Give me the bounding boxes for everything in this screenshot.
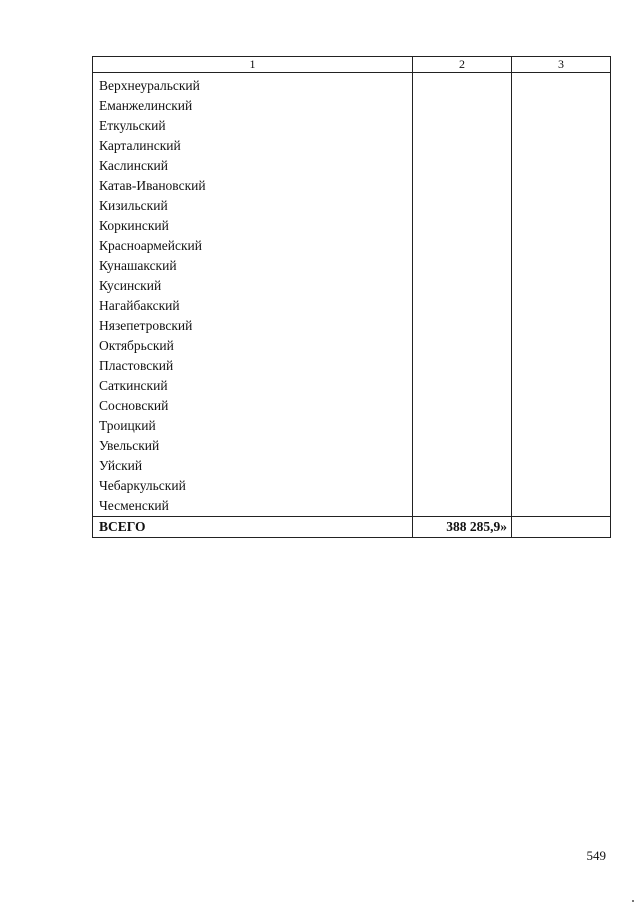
- table-row: [93, 236, 611, 256]
- district-name: Карталинский: [93, 136, 413, 156]
- district-col3-cell: [512, 376, 611, 396]
- district-col2-cell: [413, 416, 512, 436]
- district-col3-cell: [512, 476, 611, 496]
- district-name: Верхнеуральский: [93, 73, 413, 97]
- district-name: Саткинский: [93, 376, 413, 396]
- district-name: Каслинский: [93, 156, 413, 176]
- district-col3-cell: [512, 416, 611, 436]
- scan-speck: [632, 900, 634, 902]
- district-name: Троицкий: [93, 416, 413, 436]
- district-col2-cell: [413, 496, 512, 517]
- district-col2-cell: [413, 96, 512, 116]
- total-label: ВСЕГО: [93, 517, 413, 538]
- district-name: Чесменский: [93, 496, 413, 517]
- table-row: [93, 416, 611, 436]
- table-row: [93, 456, 611, 476]
- district-col2-cell: [413, 356, 512, 376]
- district-name: Сосновский: [93, 396, 413, 416]
- district-col2-cell: [413, 456, 512, 476]
- district-col2-cell: [413, 376, 512, 396]
- district-col2-cell: [413, 156, 512, 176]
- table-header-row: [93, 57, 611, 73]
- district-col3-cell: [512, 316, 611, 336]
- district-col3-cell: [512, 236, 611, 256]
- district-col3-cell: [512, 136, 611, 156]
- table-row: [93, 136, 611, 156]
- table-row: [93, 316, 611, 336]
- table-row: [93, 396, 611, 416]
- total-value: 388 285,9»: [413, 517, 512, 538]
- district-col2-cell: [413, 276, 512, 296]
- column-header-3: 3: [512, 57, 611, 73]
- district-col2-cell: [413, 236, 512, 256]
- district-col3-cell: [512, 296, 611, 316]
- district-col2-cell: [413, 336, 512, 356]
- district-col2-cell: [413, 316, 512, 336]
- district-name: Нязепетровский: [93, 316, 413, 336]
- table-row: [93, 73, 611, 97]
- district-name: Катав-Ивановский: [93, 176, 413, 196]
- district-col2-cell: [413, 396, 512, 416]
- district-col3-cell: [512, 156, 611, 176]
- table-row: [93, 436, 611, 456]
- district-col2-cell: [413, 73, 512, 97]
- district-col2-cell: [413, 196, 512, 216]
- district-name: Коркинский: [93, 216, 413, 236]
- district-name: Октябрьский: [93, 336, 413, 356]
- districts-table: [92, 56, 611, 538]
- column-header-2: 2: [413, 57, 512, 73]
- district-name: Чебаркульский: [93, 476, 413, 496]
- district-col3-cell: [512, 436, 611, 456]
- district-col3-cell: [512, 336, 611, 356]
- district-col3-cell: [512, 356, 611, 376]
- page-number: 549: [586, 848, 606, 863]
- table-row: [93, 276, 611, 296]
- district-col3-cell: [512, 196, 611, 216]
- district-col2-cell: [413, 136, 512, 156]
- table-row: [93, 156, 611, 176]
- district-col2-cell: [413, 476, 512, 496]
- table-row: [93, 256, 611, 276]
- district-col3-cell: [512, 96, 611, 116]
- district-col2-cell: [413, 216, 512, 236]
- table-row: [93, 356, 611, 376]
- district-col2-cell: [413, 256, 512, 276]
- district-name: Кизильский: [93, 196, 413, 216]
- district-col2-cell: [413, 116, 512, 136]
- district-col3-cell: [512, 116, 611, 136]
- district-col3-cell: [512, 496, 611, 517]
- district-name: Красноармейский: [93, 236, 413, 256]
- table-row: [93, 496, 611, 517]
- district-name: Пластовский: [93, 356, 413, 376]
- district-name: Кунашакский: [93, 256, 413, 276]
- table-row: [93, 216, 611, 236]
- table-row: [93, 476, 611, 496]
- total-row: [93, 517, 611, 538]
- total-col3: [512, 517, 611, 538]
- district-col3-cell: [512, 276, 611, 296]
- table-row: [93, 96, 611, 116]
- district-col2-cell: [413, 436, 512, 456]
- district-name: Уйский: [93, 456, 413, 476]
- table-row: [93, 196, 611, 216]
- district-col3-cell: [512, 216, 611, 236]
- district-col2-cell: [413, 176, 512, 196]
- table-row: [93, 336, 611, 356]
- table-row: [93, 376, 611, 396]
- district-name: Нагайбакский: [93, 296, 413, 316]
- district-name: Кусинский: [93, 276, 413, 296]
- district-col3-cell: [512, 396, 611, 416]
- table-row: [93, 116, 611, 136]
- district-col3-cell: [512, 73, 611, 97]
- table-row: [93, 296, 611, 316]
- district-name: Увельский: [93, 436, 413, 456]
- district-col3-cell: [512, 256, 611, 276]
- district-name: Еткульский: [93, 116, 413, 136]
- column-header-1: 1: [93, 57, 413, 73]
- district-col3-cell: [512, 456, 611, 476]
- table-row: [93, 176, 611, 196]
- district-col2-cell: [413, 296, 512, 316]
- district-col3-cell: [512, 176, 611, 196]
- district-name: Еманжелинский: [93, 96, 413, 116]
